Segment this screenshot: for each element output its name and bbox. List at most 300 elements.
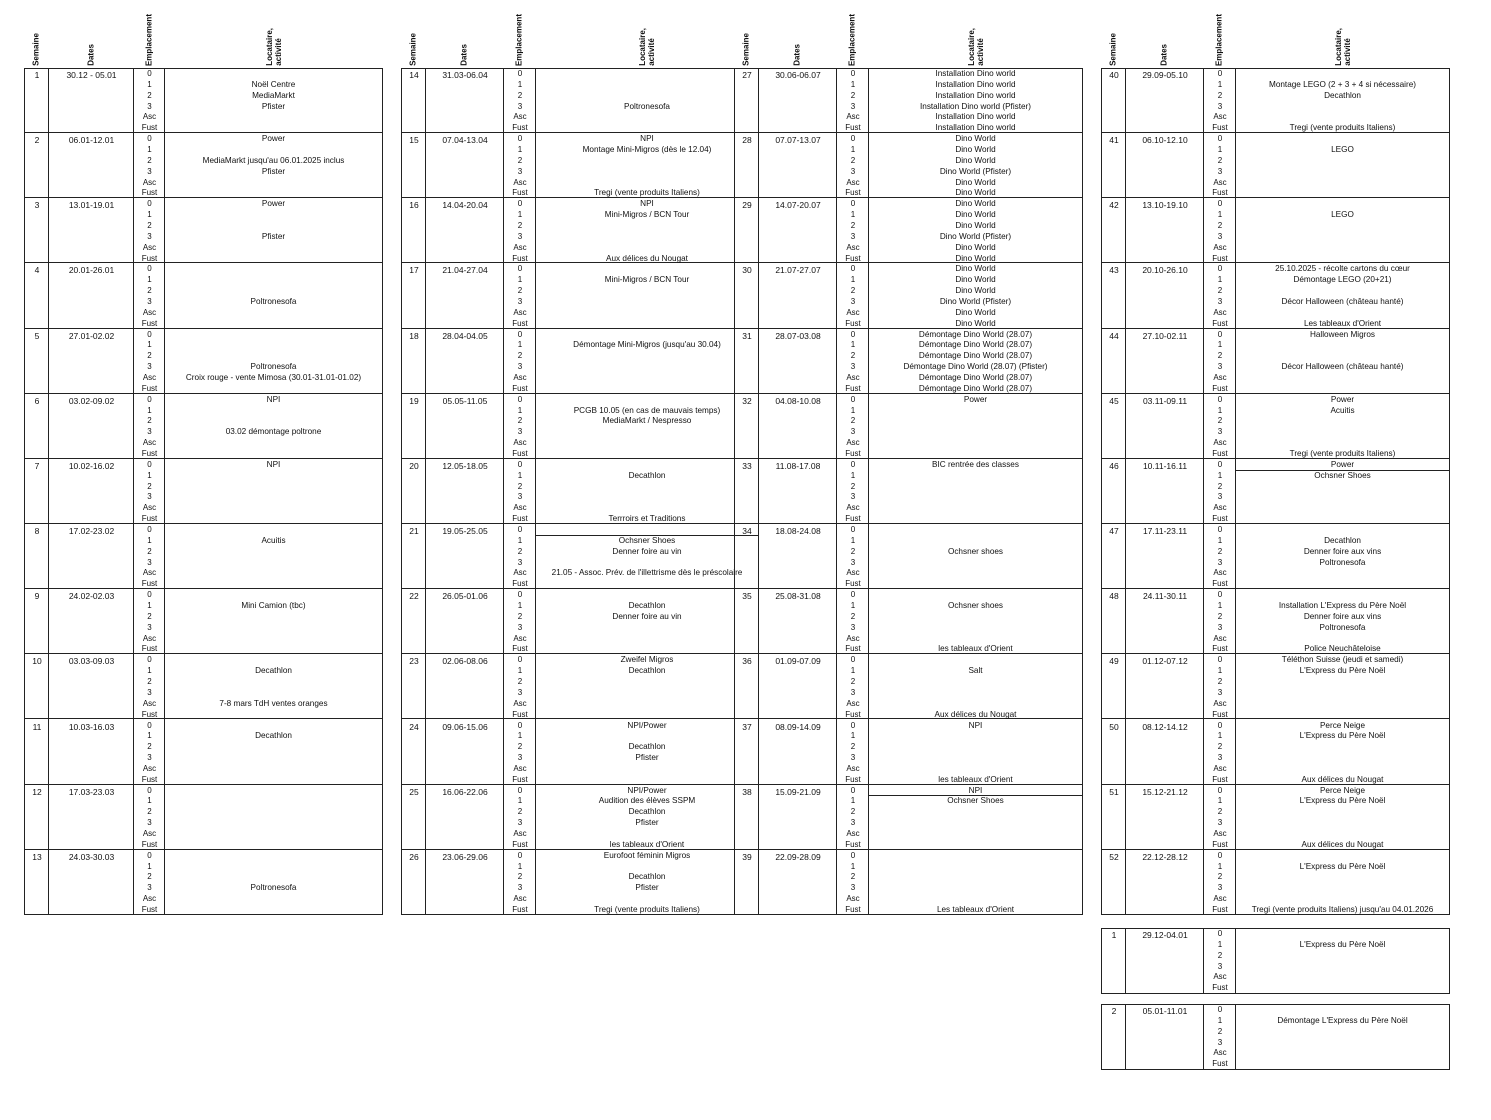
slot-label: Fust xyxy=(1212,123,1228,133)
activity-cell xyxy=(869,503,1082,514)
column-divider xyxy=(1235,69,1236,914)
activity-cell xyxy=(165,688,382,699)
week-row xyxy=(1102,329,1449,394)
week-number: 18 xyxy=(409,330,419,341)
slot-label: 3 xyxy=(147,687,152,697)
activity-cell xyxy=(536,764,758,775)
slot-label: 1 xyxy=(850,340,856,350)
activity-list xyxy=(1236,929,1449,994)
activity-cell xyxy=(536,264,758,275)
slot-label: 2 xyxy=(517,90,523,100)
slot-label: 2 xyxy=(1217,611,1223,621)
slot-label: 0 xyxy=(147,459,152,469)
activity-cell: Tregi (vente produits Italiens) xyxy=(1289,448,1396,458)
week-number: 13 xyxy=(32,851,42,862)
week-row xyxy=(25,589,382,654)
activity-cell xyxy=(1236,677,1449,688)
slot-list xyxy=(1204,395,1236,460)
activity-cell xyxy=(1236,427,1449,438)
slot-label: Asc xyxy=(142,633,157,643)
week-number: 1 xyxy=(1111,930,1117,940)
header-dates-label: Dates xyxy=(86,44,95,66)
activity-cell: L'Express du Père Noël xyxy=(1299,939,1386,949)
slot-label: Fust xyxy=(141,383,158,393)
week-dates: 20.01-26.01 xyxy=(68,265,115,276)
activity-cell: Terrroirs et Traditions xyxy=(608,514,686,524)
activity-cell: les tableaux d'Orient xyxy=(609,839,685,849)
activity-cell xyxy=(165,264,382,275)
slot-label: Fust xyxy=(512,905,528,915)
activity-cell xyxy=(869,623,1082,634)
week-number: 45 xyxy=(1109,395,1119,406)
slot-label: 0 xyxy=(517,264,523,274)
slot-label: Asc xyxy=(142,438,157,448)
activity-list xyxy=(1236,786,1449,851)
activity-cell xyxy=(165,330,382,341)
week-dates: 17.03-23.03 xyxy=(68,786,115,797)
week-dates: 14.04-20.04 xyxy=(442,200,488,211)
activity-cell: L'Express du Père Noël xyxy=(1299,731,1386,741)
slot-label: Fust xyxy=(1212,188,1228,198)
slot-list xyxy=(837,590,869,655)
slot-label: 0 xyxy=(850,459,856,469)
activity-list xyxy=(869,525,1082,590)
activity-cell xyxy=(1236,199,1449,210)
activity-cell xyxy=(1236,503,1449,514)
slot-label: 3 xyxy=(1217,883,1223,893)
slot-label: 0 xyxy=(850,329,856,339)
slot-label: 2 xyxy=(1217,872,1223,882)
activity-cell xyxy=(536,221,758,232)
activity-cell: NPI xyxy=(266,394,281,404)
activity-cell: Aux délices du Nougat xyxy=(1301,839,1384,849)
slot-label: Asc xyxy=(1213,307,1227,317)
slot-label: Asc xyxy=(142,242,157,252)
slot-label: 2 xyxy=(147,90,152,100)
week-row xyxy=(735,394,1082,459)
activity-cell: Dino World xyxy=(955,220,996,230)
week-dates: 20.10-26.10 xyxy=(1142,265,1188,276)
activity-cell xyxy=(536,438,758,449)
activity-cell: Démontage Dino World (28.07) xyxy=(918,329,1033,339)
header-dates xyxy=(1149,0,1179,66)
slot-label: 3 xyxy=(147,296,152,306)
slot-label: Asc xyxy=(1213,438,1227,448)
slot-label: 2 xyxy=(517,481,523,491)
week-dates: 27.01-02.02 xyxy=(68,330,115,341)
slot-label: 2 xyxy=(850,546,856,556)
slot-label: 3 xyxy=(147,427,152,437)
column-divider xyxy=(503,69,504,914)
activity-cell xyxy=(165,818,382,829)
slot-label: 0 xyxy=(850,850,856,860)
activity-cell: Démontage Dino World (28.07) xyxy=(918,383,1033,393)
week-dates: 13.10-19.10 xyxy=(1142,200,1188,211)
slot-label: Fust xyxy=(512,383,528,393)
slot-list xyxy=(1204,199,1236,264)
activity-cell xyxy=(869,753,1082,764)
slot-label: 2 xyxy=(1217,546,1223,556)
header-dates-label: Dates xyxy=(1159,44,1169,66)
activity-list xyxy=(1236,590,1449,655)
activity-list xyxy=(1236,460,1449,525)
activity-cell xyxy=(536,69,758,80)
activity-cell: Installation Dino world xyxy=(935,69,1016,78)
activity-cell xyxy=(1236,807,1449,818)
activity-cell: Aux délices du Nougat xyxy=(934,709,1017,719)
week-row xyxy=(735,263,1082,328)
week-dates: 09.06-15.06 xyxy=(442,721,488,732)
slot-label: Asc xyxy=(142,829,157,839)
slot-label: 1 xyxy=(850,405,856,415)
column-divider xyxy=(836,69,837,914)
week-number: 20 xyxy=(409,460,419,471)
column-divider xyxy=(758,69,759,914)
slot-label: 0 xyxy=(517,134,523,144)
activity-cell xyxy=(869,807,1082,818)
activity-list xyxy=(165,330,382,395)
activity-cell: Aux délices du Nougat xyxy=(606,253,688,263)
week-dates: 04.08-10.08 xyxy=(775,395,821,406)
activity-cell xyxy=(536,525,758,536)
column-divider xyxy=(1235,929,1236,993)
week-number: 24 xyxy=(409,721,419,732)
slot-label: 2 xyxy=(850,807,856,817)
slot-list xyxy=(134,786,165,851)
activity-cell: Croix rouge - vente Mimosa (30.01-31.01-01.02) xyxy=(185,372,362,382)
activity-cell xyxy=(536,351,758,362)
activity-cell xyxy=(869,427,1082,438)
activity-cell: Denner foire aux vins xyxy=(1303,546,1382,556)
slot-label: 3 xyxy=(147,362,152,372)
activity-cell: Dino World xyxy=(955,144,996,154)
activity-cell: NPI/Power xyxy=(627,720,667,730)
activity-list xyxy=(165,655,382,720)
activity-list xyxy=(165,721,382,786)
activity-cell: Decathlon xyxy=(628,807,666,817)
slot-label: 0 xyxy=(850,134,856,144)
activity-cell xyxy=(165,145,382,156)
activity-cell: Ochsner Shoes xyxy=(947,796,1004,806)
slot-list xyxy=(504,264,536,329)
activity-list xyxy=(869,721,1082,786)
week-row xyxy=(25,720,382,785)
slot-label: 1 xyxy=(517,861,523,871)
activity-list xyxy=(165,786,382,851)
activity-cell: NPI xyxy=(266,459,281,469)
slot-label: Asc xyxy=(846,242,860,252)
slot-label: Fust xyxy=(141,188,158,198)
slot-label: 3 xyxy=(517,492,523,502)
activity-cell xyxy=(165,351,382,362)
slot-list xyxy=(134,134,165,199)
week-row xyxy=(1102,720,1449,785)
slot-list xyxy=(134,851,165,916)
slot-label: 3 xyxy=(517,883,523,893)
slot-label: Asc xyxy=(142,503,157,513)
activity-cell: Dino World (Pfister) xyxy=(939,296,1012,306)
slot-label: 2 xyxy=(147,416,152,426)
activity-cell xyxy=(536,699,758,710)
slot-label: Asc xyxy=(1213,177,1227,187)
activity-cell: Pfister xyxy=(635,818,659,828)
activity-cell: Denner foire aux vins xyxy=(1303,611,1382,621)
slot-label: Fust xyxy=(1212,905,1228,915)
activity-cell: Dino World (Pfister) xyxy=(939,166,1012,176)
week-row xyxy=(402,654,758,719)
slot-label: 0 xyxy=(147,264,152,274)
slot-label: 1 xyxy=(850,144,856,154)
activity-cell xyxy=(165,406,382,417)
header-emplacement xyxy=(837,0,867,66)
slot-label: 2 xyxy=(147,351,152,361)
slot-label: 2 xyxy=(1217,351,1223,361)
header-locataire xyxy=(961,0,991,66)
slot-label: 2 xyxy=(1217,220,1223,230)
slot-label: Fust xyxy=(512,839,528,849)
week-dates: 19.05-25.05 xyxy=(442,526,488,537)
activity-cell xyxy=(1236,818,1449,829)
week-row xyxy=(402,459,758,524)
week-number: 9 xyxy=(34,591,40,602)
activity-cell xyxy=(1236,373,1449,384)
activity-list xyxy=(536,851,758,916)
slot-label: 3 xyxy=(517,557,523,567)
slot-label: Fust xyxy=(845,253,861,263)
activity-cell xyxy=(536,492,758,503)
slot-label: 3 xyxy=(517,101,523,111)
activity-cell xyxy=(165,894,382,905)
slot-label: Asc xyxy=(513,177,527,187)
week-number: 10 xyxy=(32,656,42,667)
week-dates: 07.04-13.04 xyxy=(442,135,488,146)
slot-label: 3 xyxy=(850,362,856,372)
activity-cell xyxy=(1236,69,1449,80)
activity-list xyxy=(536,199,758,264)
slot-label: Asc xyxy=(142,698,157,708)
week-number: 32 xyxy=(742,395,752,406)
slot-label: Asc xyxy=(846,438,860,448)
slot-label: Fust xyxy=(845,709,861,719)
activity-cell xyxy=(165,568,382,579)
week-number: 52 xyxy=(1109,851,1119,862)
activity-cell: Decathlon xyxy=(628,470,666,480)
activity-cell xyxy=(165,275,382,286)
slot-label: 1 xyxy=(850,470,856,480)
activity-cell: LEGO xyxy=(1331,210,1354,220)
week-dates: 03.02-09.02 xyxy=(68,395,115,406)
slot-list xyxy=(134,330,165,395)
activity-cell xyxy=(869,894,1082,905)
slot-label: 2 xyxy=(147,220,152,230)
week-row xyxy=(1102,850,1449,915)
week-dates: 14.07-20.07 xyxy=(775,200,821,211)
slot-label: Fust xyxy=(512,644,528,654)
activity-cell xyxy=(869,416,1082,427)
activity-list xyxy=(536,786,758,851)
activity-cell: 21.05 - Assoc. Prév. de l'illettrisme dès le préscolaire xyxy=(551,568,743,578)
week-dates: 28.07-03.08 xyxy=(775,330,821,341)
header-semaine-label: Semaine xyxy=(741,33,751,66)
slot-list xyxy=(1204,134,1236,199)
slot-label: 2 xyxy=(1217,481,1223,491)
slot-label: 1 xyxy=(517,470,523,480)
activity-cell xyxy=(165,590,382,601)
slot-label: 0 xyxy=(850,394,856,404)
slot-label: 1 xyxy=(850,275,856,285)
slot-label: 3 xyxy=(147,753,152,763)
activity-list xyxy=(869,199,1082,264)
week-row xyxy=(735,68,1082,133)
slot-label: 1 xyxy=(850,731,856,741)
slot-label: Asc xyxy=(846,829,860,839)
activity-cell: Poltronesofa xyxy=(250,296,297,306)
activity-cell xyxy=(165,340,382,351)
slot-label: 0 xyxy=(1217,69,1223,78)
week-row xyxy=(402,720,758,785)
slot-list xyxy=(134,590,165,655)
slot-label: 2 xyxy=(1217,950,1223,960)
slot-label: 2 xyxy=(517,155,523,165)
slot-label: 1 xyxy=(850,601,856,611)
activity-cell: Installation Dino world xyxy=(935,112,1016,122)
activity-cell: Power xyxy=(1330,394,1355,404)
activity-cell: 25.10.2025 - récolte cartons du cœur xyxy=(1275,264,1410,274)
week-row xyxy=(1102,524,1449,589)
week-number: 48 xyxy=(1109,591,1119,602)
slot-label: 1 xyxy=(517,796,523,806)
slot-label: 1 xyxy=(850,210,856,220)
week-number: 35 xyxy=(742,591,752,602)
week-row xyxy=(735,524,1082,589)
week-number: 50 xyxy=(1109,721,1119,732)
slot-label: 2 xyxy=(1217,677,1223,687)
slot-label: 1 xyxy=(1217,666,1223,676)
activity-list xyxy=(1236,134,1449,199)
slot-label: 1 xyxy=(147,144,152,154)
slot-label: 2 xyxy=(147,286,152,296)
slot-label: Asc xyxy=(846,763,860,773)
header-locataire xyxy=(632,0,662,66)
activity-cell xyxy=(869,818,1082,829)
slot-label: Fust xyxy=(845,644,861,654)
week-number: 25 xyxy=(409,786,419,797)
activity-cell xyxy=(165,796,382,807)
activity-cell xyxy=(1236,1027,1449,1038)
slot-label: 1 xyxy=(517,535,523,545)
slot-label: Fust xyxy=(1212,709,1228,719)
week-dates: 31.03-06.04 xyxy=(442,70,488,80)
activity-list xyxy=(165,199,382,264)
slot-label: 3 xyxy=(1217,166,1223,176)
activity-cell xyxy=(536,308,758,319)
activity-cell xyxy=(1236,112,1449,123)
activity-cell xyxy=(165,69,382,80)
activity-cell xyxy=(1236,634,1449,645)
week-number: 29 xyxy=(742,200,752,211)
schedule-table xyxy=(1101,68,1450,915)
slot-label: 2 xyxy=(147,742,152,752)
slot-label: 1 xyxy=(850,796,856,806)
header-locataire-label: Locataire, activité xyxy=(966,28,985,66)
slot-label: 3 xyxy=(850,231,856,241)
slot-label: Fust xyxy=(845,448,861,458)
slot-list xyxy=(837,851,869,916)
week-number: 28 xyxy=(742,135,752,146)
slot-label: Fust xyxy=(512,579,528,589)
activity-cell xyxy=(536,460,758,471)
slot-label: Asc xyxy=(1213,894,1227,904)
week-number: 11 xyxy=(32,721,42,732)
activity-cell xyxy=(165,807,382,818)
activity-cell xyxy=(536,330,758,341)
activity-list xyxy=(536,460,758,525)
activity-cell xyxy=(869,862,1082,873)
slot-list xyxy=(837,199,869,264)
activity-cell: Dino World xyxy=(955,253,996,263)
week-row xyxy=(402,133,758,198)
activity-cell xyxy=(1236,872,1449,883)
slot-label: 1 xyxy=(1217,731,1223,741)
column-divider xyxy=(1125,929,1126,993)
header-locataire xyxy=(259,0,289,66)
activity-cell: Denner foire au vin xyxy=(612,546,682,556)
week-dates: 25.08-31.08 xyxy=(775,591,821,602)
slot-list xyxy=(1204,69,1236,134)
activity-cell: L'Express du Père Noël xyxy=(1299,666,1386,676)
week-number: 41 xyxy=(1109,135,1119,146)
slot-label: 1 xyxy=(1217,275,1223,285)
week-number: 42 xyxy=(1109,200,1119,211)
week-number: 8 xyxy=(34,526,40,537)
week-dates: 03.11-09.11 xyxy=(1142,395,1188,406)
header-semaine-label: Semaine xyxy=(31,33,41,66)
header-emplacement xyxy=(134,0,164,66)
slot-label: Asc xyxy=(513,112,527,122)
slot-label: 0 xyxy=(147,525,152,535)
activity-cell xyxy=(536,677,758,688)
slot-label: 0 xyxy=(147,199,152,209)
slot-label: 2 xyxy=(850,677,856,687)
week-number: 6 xyxy=(34,395,40,406)
activity-cell xyxy=(536,156,758,167)
slot-list xyxy=(134,525,165,590)
slot-label: 0 xyxy=(850,655,856,665)
activity-cell xyxy=(536,91,758,102)
week-number: 33 xyxy=(742,460,752,471)
week-row xyxy=(25,133,382,198)
activity-cell: Dino World xyxy=(955,188,996,198)
activity-cell xyxy=(1236,221,1449,232)
slot-label: 1 xyxy=(147,405,152,415)
slot-list xyxy=(134,721,165,786)
week-dates: 29.12-04.01 xyxy=(1142,930,1188,940)
activity-cell: Installation Dino world (Pfister) xyxy=(919,101,1032,111)
slot-label: Asc xyxy=(1213,372,1227,382)
week-row xyxy=(402,589,758,654)
week-number: 17 xyxy=(409,265,419,276)
column-header xyxy=(401,0,759,66)
slot-label: 0 xyxy=(517,329,523,339)
activity-cell: Eurofoot féminin Migros xyxy=(603,850,691,860)
activity-cell: NPI xyxy=(640,199,654,209)
slot-label: 3 xyxy=(147,492,152,502)
slot-label: 2 xyxy=(850,416,856,426)
activity-cell: Decathlon xyxy=(628,601,666,611)
slot-label: Asc xyxy=(513,698,527,708)
slot-label: 2 xyxy=(1217,90,1223,100)
activity-list xyxy=(1236,69,1449,134)
